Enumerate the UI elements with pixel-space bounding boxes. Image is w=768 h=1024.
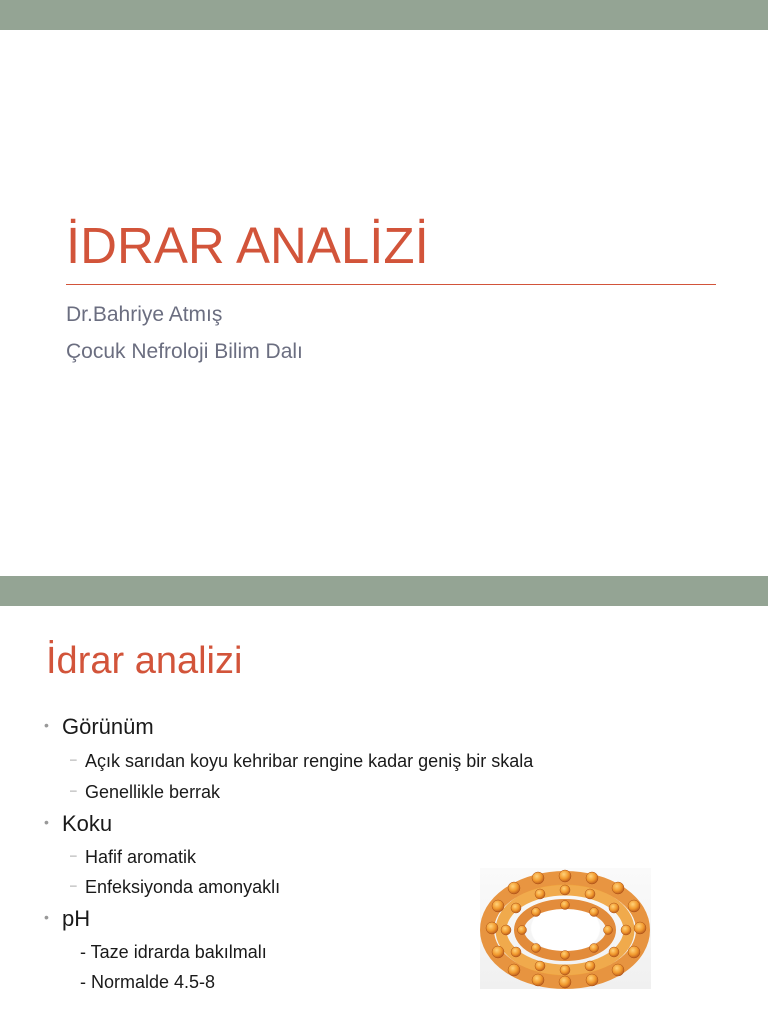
dash-icon: –: [70, 878, 77, 892]
bullet-dot-icon: •: [44, 814, 49, 830]
title-divider: [66, 284, 716, 285]
sub-bullet: [70, 751, 533, 772]
bullet-dot-icon: •: [44, 717, 49, 733]
slide-separator-band: [0, 576, 768, 606]
content-slide-title: İdrar analizi: [46, 640, 243, 682]
bullet-label: Görünüm: [62, 714, 154, 739]
bullet-label: Koku: [62, 811, 113, 836]
sub-bullet: [80, 972, 215, 993]
bullet-appearance: [44, 714, 154, 740]
sub-bullet-text: Hafif aromatik: [85, 847, 197, 867]
sub-bullet-text: Genellikle berrak: [85, 782, 221, 802]
bullet-dot-icon: •: [44, 909, 49, 925]
content-slide: [0, 606, 768, 1024]
amber-necklace-image: [480, 868, 651, 989]
bullet-label: pH: [62, 906, 91, 931]
sub-bullet-text: - Taze idrarda bakılmalı: [80, 942, 267, 962]
bullet-ph: [44, 906, 90, 932]
dash-icon: –: [70, 752, 77, 766]
amber-beads-illustration: [480, 868, 651, 989]
sub-bullet: [70, 877, 280, 898]
sub-bullet-text: Açık sarıdan koyu kehribar rengine kadar geniş bir skala: [85, 751, 534, 771]
sub-bullet: [70, 782, 220, 803]
dash-icon: –: [70, 848, 77, 862]
sub-bullet: [80, 942, 267, 963]
top-band: [0, 0, 768, 30]
department-name: Çocuk Nefroloji Bilim Dalı: [66, 340, 303, 363]
sub-bullet-text: - Normalde 4.5-8: [80, 972, 216, 992]
sub-bullet: [70, 847, 196, 868]
sub-bullet-text: Enfeksiyonda amonyaklı: [85, 877, 281, 897]
bullet-smell: [44, 811, 112, 837]
dash-icon: –: [70, 783, 77, 797]
author-name: Dr.Bahriye Atmış: [66, 303, 223, 326]
slide-title: İDRAR ANALİZİ: [66, 217, 429, 274]
title-slide: [0, 30, 768, 576]
